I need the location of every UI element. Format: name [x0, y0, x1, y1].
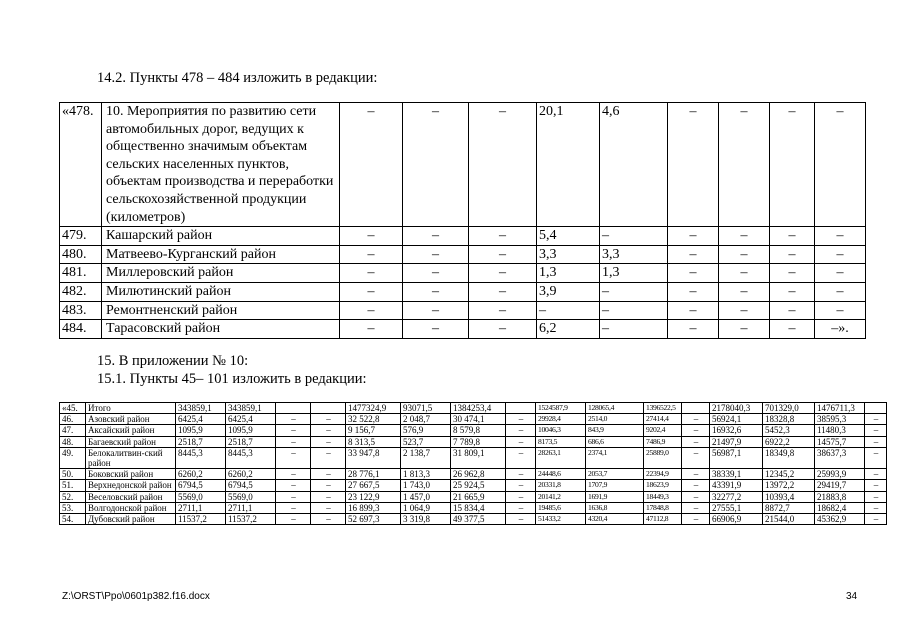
value-cell: – — [276, 436, 311, 447]
table-row — [60, 103, 866, 227]
value-cell: 22394,9 — [644, 469, 682, 480]
value-cell: – — [719, 264, 770, 283]
value-cell: – — [668, 320, 719, 339]
value-cell: 5569,0 — [176, 491, 226, 502]
table-row — [60, 403, 887, 414]
value-cell: 11480,3 — [815, 425, 865, 436]
row-name: Миллеровский район — [102, 264, 340, 283]
value-cell: 2518,7 — [226, 436, 276, 447]
row-name: Кашарский район — [102, 227, 340, 246]
value-cell: 18623,9 — [644, 480, 682, 491]
value-cell: 6425,4 — [176, 414, 226, 425]
value-cell: – — [340, 320, 403, 339]
value-cell: 21497,9 — [710, 436, 763, 447]
value-cell: – — [469, 103, 537, 227]
value-cell: – — [682, 414, 710, 425]
value-cell: – — [668, 103, 719, 227]
value-cell: 51433,2 — [536, 514, 586, 525]
value-cell: – — [537, 301, 600, 320]
value-cell: – — [600, 227, 668, 246]
value-cell: – — [403, 245, 469, 264]
value-cell: – — [311, 480, 346, 491]
value-cell: 8445,3 — [226, 447, 276, 468]
value-cell: – — [506, 414, 536, 425]
value-cell: 13972,2 — [763, 480, 815, 491]
value-cell: – — [865, 469, 887, 480]
value-cell: – — [865, 447, 887, 468]
table-row — [60, 320, 866, 339]
value-cell: – — [770, 320, 815, 339]
value-cell: 25889,0 — [644, 447, 682, 468]
value-cell: 3 319,8 — [401, 514, 451, 525]
value-cell: 19485,6 — [536, 502, 586, 513]
value-cell: – — [668, 264, 719, 283]
value-cell: – — [719, 301, 770, 320]
table-row — [60, 301, 866, 320]
row-name: Аксайский район — [86, 425, 176, 436]
value-cell: 93071,5 — [401, 403, 451, 414]
value-cell: 1 064,9 — [401, 502, 451, 513]
value-cell — [865, 403, 887, 414]
value-cell: 10393,4 — [763, 491, 815, 502]
value-cell: 1524587,9 — [536, 403, 586, 414]
row-number: 50. — [60, 469, 86, 480]
row-name: Боковский район — [86, 469, 176, 480]
value-cell: – — [340, 264, 403, 283]
value-cell: – — [403, 227, 469, 246]
value-cell: 7486,9 — [644, 436, 682, 447]
value-cell: – — [865, 491, 887, 502]
value-cell: 38339,1 — [710, 469, 763, 480]
value-cell: – — [865, 514, 887, 525]
value-cell: 1,3 — [600, 264, 668, 283]
value-cell: 8 313,5 — [346, 436, 401, 447]
value-cell: 56924,1 — [710, 414, 763, 425]
value-cell: 20331,8 — [536, 480, 586, 491]
value-cell: 10046,3 — [536, 425, 586, 436]
value-cell: – — [682, 447, 710, 468]
value-cell: – — [340, 282, 403, 301]
table-row — [60, 436, 887, 447]
value-cell: – — [815, 282, 866, 301]
row-number: «45. — [60, 403, 86, 414]
row-name: Итого — [86, 403, 176, 414]
value-cell: 576,9 — [401, 425, 451, 436]
footer-file-path: Z:\ORST\Ppo\0601p382.f16.docx — [62, 591, 210, 602]
value-cell: – — [682, 436, 710, 447]
value-cell: 1476711,3 — [815, 403, 865, 414]
value-cell: 14575,7 — [815, 436, 865, 447]
row-number: 49. — [60, 447, 86, 468]
value-cell — [682, 403, 710, 414]
value-cell: – — [276, 514, 311, 525]
value-cell: – — [815, 264, 866, 283]
row-number: 48. — [60, 436, 86, 447]
value-cell: 2178040,3 — [710, 403, 763, 414]
value-cell: 2711,1 — [226, 502, 276, 513]
value-cell: 8 579,8 — [451, 425, 506, 436]
value-cell: 16932,6 — [710, 425, 763, 436]
value-cell: – — [340, 301, 403, 320]
footer-page-number: 34 — [846, 591, 858, 602]
value-cell: 45362,9 — [815, 514, 865, 525]
value-cell: – — [506, 447, 536, 468]
value-cell: 1 743,0 — [401, 480, 451, 491]
value-cell — [506, 403, 536, 414]
table-row — [60, 491, 887, 502]
value-cell: – — [506, 491, 536, 502]
value-cell: – — [719, 103, 770, 227]
value-cell: – — [770, 103, 815, 227]
row-number: 52. — [60, 491, 86, 502]
row-name: Матвеево-Курганский район — [102, 245, 340, 264]
value-cell: 1707,9 — [586, 480, 644, 491]
value-cell: – — [719, 320, 770, 339]
value-cell: 343859,1 — [176, 403, 226, 414]
row-number: 484. — [60, 320, 102, 339]
value-cell: 523,7 — [401, 436, 451, 447]
value-cell: – — [770, 245, 815, 264]
table-row — [60, 414, 887, 425]
value-cell: 4,6 — [600, 103, 668, 227]
value-cell: 9 156,7 — [346, 425, 401, 436]
value-cell: 1396522,5 — [644, 403, 682, 414]
value-cell: – — [815, 227, 866, 246]
row-number: 53. — [60, 502, 86, 513]
row-name: Тарасовский район — [102, 320, 340, 339]
value-cell: – — [276, 491, 311, 502]
value-cell: 1384253,4 — [451, 403, 506, 414]
table-items-478-484 — [59, 102, 866, 339]
value-cell: 17848,8 — [644, 502, 682, 513]
value-cell: 843,9 — [586, 425, 644, 436]
value-cell: – — [719, 282, 770, 301]
table-row — [60, 282, 866, 301]
value-cell: 686,6 — [586, 436, 644, 447]
value-cell: – — [311, 514, 346, 525]
row-name: Белокалитвин-ский район — [86, 447, 176, 468]
value-cell: 6922,2 — [763, 436, 815, 447]
value-cell: – — [506, 436, 536, 447]
value-cell: – — [469, 245, 537, 264]
value-cell: 1636,8 — [586, 502, 644, 513]
value-cell: 25993,9 — [815, 469, 865, 480]
value-cell: – — [719, 245, 770, 264]
row-name: Дубовский район — [86, 514, 176, 525]
value-cell: 2514,0 — [586, 414, 644, 425]
row-number: 46. — [60, 414, 86, 425]
value-cell: – — [340, 245, 403, 264]
value-cell: – — [311, 447, 346, 468]
value-cell: – — [668, 227, 719, 246]
value-cell: – — [340, 103, 403, 227]
value-cell: – — [311, 469, 346, 480]
value-cell: 6260,2 — [226, 469, 276, 480]
value-cell: 38595,3 — [815, 414, 865, 425]
value-cell: 1095,9 — [226, 425, 276, 436]
value-cell: 49 377,5 — [451, 514, 506, 525]
row-name: Верхнедонской район — [86, 480, 176, 491]
table-items-45-54 — [59, 402, 887, 525]
table-row — [60, 425, 887, 436]
value-cell: 21544,0 — [763, 514, 815, 525]
value-cell: 56987,1 — [710, 447, 763, 468]
value-cell: – — [682, 480, 710, 491]
row-name: Ремонтненский район — [102, 301, 340, 320]
value-cell: – — [506, 514, 536, 525]
row-number: 482. — [60, 282, 102, 301]
value-cell: – — [276, 414, 311, 425]
value-cell: – — [682, 502, 710, 513]
table-row — [60, 502, 887, 513]
value-cell: 701329,0 — [763, 403, 815, 414]
value-cell: 38637,3 — [815, 447, 865, 468]
value-cell: – — [403, 264, 469, 283]
value-cell: 27555,1 — [710, 502, 763, 513]
value-cell: 6425,4 — [226, 414, 276, 425]
value-cell: 27414,4 — [644, 414, 682, 425]
row-number: 483. — [60, 301, 102, 320]
table-row — [60, 514, 887, 525]
value-cell: 28 776,1 — [346, 469, 401, 480]
value-cell: 8445,3 — [176, 447, 226, 468]
row-name: Багаевский район — [86, 436, 176, 447]
value-cell: 1095,9 — [176, 425, 226, 436]
value-cell: – — [276, 447, 311, 468]
value-cell: 28263,1 — [536, 447, 586, 468]
value-cell: – — [865, 436, 887, 447]
value-cell: – — [815, 103, 866, 227]
value-cell: 32277,2 — [710, 491, 763, 502]
value-cell: – — [506, 502, 536, 513]
row-name: 10. Мероприятия по развитию сети автомобильных дорог, ведущих к общественно значимым объектам сельских населенных пунктов, объектам производства и переработки сельскохозяйственной продукции (километров) — [102, 103, 340, 227]
value-cell — [276, 403, 311, 414]
value-cell: 27 667,5 — [346, 480, 401, 491]
value-cell: – — [276, 502, 311, 513]
value-cell: – — [403, 301, 469, 320]
row-number: 481. — [60, 264, 102, 283]
value-cell: 8173,5 — [536, 436, 586, 447]
section-15-heading: 15. В приложении № 10: — [97, 353, 249, 369]
table-row — [60, 447, 887, 468]
value-cell: 6,2 — [537, 320, 600, 339]
value-cell: 1 457,0 — [401, 491, 451, 502]
row-number: 479. — [60, 227, 102, 246]
row-name: Волгодонской район — [86, 502, 176, 513]
value-cell: – — [403, 103, 469, 227]
row-name: Милютинский район — [102, 282, 340, 301]
row-name: Веселовский район — [86, 491, 176, 502]
value-cell: 11537,2 — [226, 514, 276, 525]
row-name: Азовский район — [86, 414, 176, 425]
value-cell: – — [865, 414, 887, 425]
value-cell: 5,4 — [537, 227, 600, 246]
value-cell: – — [770, 282, 815, 301]
value-cell: 12345,2 — [763, 469, 815, 480]
value-cell: – — [311, 414, 346, 425]
value-cell: 24448,6 — [536, 469, 586, 480]
value-cell: – — [815, 301, 866, 320]
section-14-2-heading: 14.2. Пункты 478 – 484 изложить в редакции: — [97, 70, 378, 86]
value-cell: 18349,8 — [763, 447, 815, 468]
value-cell: –». — [815, 320, 866, 339]
value-cell: – — [311, 502, 346, 513]
value-cell: – — [469, 264, 537, 283]
row-number: 480. — [60, 245, 102, 264]
value-cell: 20,1 — [537, 103, 600, 227]
value-cell: 31 809,1 — [451, 447, 506, 468]
value-cell: 30 474,1 — [451, 414, 506, 425]
value-cell: 66906,9 — [710, 514, 763, 525]
value-cell: – — [682, 491, 710, 502]
section-15-1-heading: 15.1. Пункты 45– 101 изложить в редакции: — [97, 371, 367, 387]
value-cell: 15 834,4 — [451, 502, 506, 513]
value-cell: – — [668, 301, 719, 320]
value-cell: 5452,3 — [763, 425, 815, 436]
value-cell: 343859,1 — [226, 403, 276, 414]
value-cell: – — [311, 436, 346, 447]
value-cell: 33 947,8 — [346, 447, 401, 468]
value-cell: 2 138,7 — [401, 447, 451, 468]
table-row — [60, 480, 887, 491]
value-cell: – — [770, 264, 815, 283]
value-cell: – — [506, 480, 536, 491]
value-cell: 21 665,9 — [451, 491, 506, 502]
row-number: 51. — [60, 480, 86, 491]
value-cell: – — [469, 320, 537, 339]
value-cell: 16 899,3 — [346, 502, 401, 513]
value-cell: 6260,2 — [176, 469, 226, 480]
value-cell — [311, 403, 346, 414]
value-cell: – — [815, 245, 866, 264]
value-cell: – — [770, 301, 815, 320]
value-cell: 47112,8 — [644, 514, 682, 525]
value-cell: – — [600, 320, 668, 339]
value-cell: 23 122,9 — [346, 491, 401, 502]
value-cell: – — [276, 480, 311, 491]
value-cell: 20141,2 — [536, 491, 586, 502]
value-cell: – — [311, 491, 346, 502]
value-cell: 2374,1 — [586, 447, 644, 468]
value-cell: 2711,1 — [176, 502, 226, 513]
value-cell: – — [682, 425, 710, 436]
table-row — [60, 469, 887, 480]
value-cell: – — [668, 245, 719, 264]
value-cell: 18328,8 — [763, 414, 815, 425]
value-cell: 29928,4 — [536, 414, 586, 425]
value-cell: 18682,4 — [815, 502, 865, 513]
value-cell: – — [469, 301, 537, 320]
value-cell: 1,3 — [537, 264, 600, 283]
value-cell: 3,9 — [537, 282, 600, 301]
value-cell: – — [311, 425, 346, 436]
value-cell: – — [682, 469, 710, 480]
value-cell: 43391,9 — [710, 480, 763, 491]
value-cell: – — [600, 282, 668, 301]
value-cell: – — [276, 425, 311, 436]
value-cell: 1477324,9 — [346, 403, 401, 414]
value-cell: – — [469, 282, 537, 301]
value-cell: 6794,5 — [226, 480, 276, 491]
value-cell: – — [682, 514, 710, 525]
value-cell: – — [340, 227, 403, 246]
row-number: 54. — [60, 514, 86, 525]
table-row — [60, 264, 866, 283]
row-number: «478. — [60, 103, 102, 227]
value-cell: 8872,7 — [763, 502, 815, 513]
value-cell: 1 813,3 — [401, 469, 451, 480]
value-cell: – — [600, 301, 668, 320]
value-cell: – — [469, 227, 537, 246]
value-cell: – — [276, 469, 311, 480]
value-cell: 128065,4 — [586, 403, 644, 414]
table-row — [60, 245, 866, 264]
value-cell: 11537,2 — [176, 514, 226, 525]
value-cell: – — [506, 469, 536, 480]
value-cell: – — [865, 425, 887, 436]
value-cell: 1691,9 — [586, 491, 644, 502]
value-cell: – — [403, 282, 469, 301]
value-cell: 25 924,5 — [451, 480, 506, 491]
value-cell: – — [770, 227, 815, 246]
value-cell: 2 048,7 — [401, 414, 451, 425]
value-cell: – — [403, 320, 469, 339]
value-cell: 18449,3 — [644, 491, 682, 502]
value-cell: – — [865, 480, 887, 491]
value-cell: 3,3 — [600, 245, 668, 264]
value-cell: – — [668, 282, 719, 301]
table-row — [60, 227, 866, 246]
row-number: 47. — [60, 425, 86, 436]
value-cell: – — [865, 502, 887, 513]
value-cell: 2053,7 — [586, 469, 644, 480]
value-cell: 9202,4 — [644, 425, 682, 436]
value-cell: 29419,7 — [815, 480, 865, 491]
value-cell: 2518,7 — [176, 436, 226, 447]
value-cell: 26 962,8 — [451, 469, 506, 480]
value-cell: 3,3 — [537, 245, 600, 264]
value-cell: 4320,4 — [586, 514, 644, 525]
value-cell: 6794,5 — [176, 480, 226, 491]
value-cell: – — [506, 425, 536, 436]
value-cell: – — [719, 227, 770, 246]
value-cell: 21883,8 — [815, 491, 865, 502]
value-cell: 32 522,8 — [346, 414, 401, 425]
value-cell: 5569,0 — [226, 491, 276, 502]
value-cell: 7 789,8 — [451, 436, 506, 447]
value-cell: 52 697,3 — [346, 514, 401, 525]
